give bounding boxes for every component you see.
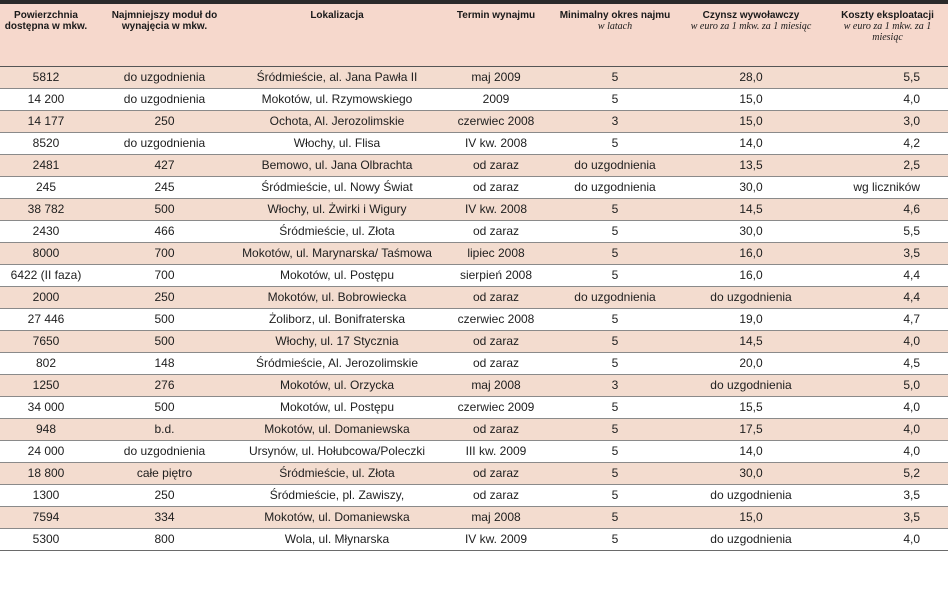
operating-costs-cell: 4,7 xyxy=(827,308,948,330)
header-area-title: Powierzchnia dostępna w mkw. xyxy=(4,10,88,32)
operating-costs-cell: 3,5 xyxy=(827,484,948,506)
rent-cell: 14,0 xyxy=(675,132,827,154)
min-module-cell: 334 xyxy=(92,506,237,528)
header-rental-date xyxy=(437,4,555,66)
operating-costs-cell: 4,0 xyxy=(827,418,948,440)
table-row xyxy=(0,176,948,198)
rent-cell: 15,0 xyxy=(675,88,827,110)
area-cell: 2430 xyxy=(0,220,92,242)
table-row xyxy=(0,132,948,154)
location-cell: Mokotów, ul. Rzymowskiego xyxy=(237,88,437,110)
min-period-cell: 5 xyxy=(555,264,675,286)
table-row xyxy=(0,308,948,330)
min-module-cell: do uzgodnienia xyxy=(92,132,237,154)
header-min-period xyxy=(555,4,675,66)
table-row xyxy=(0,198,948,220)
rental-date-cell: maj 2008 xyxy=(437,374,555,396)
area-cell: 245 xyxy=(0,176,92,198)
min-module-cell: 700 xyxy=(92,264,237,286)
rent-cell: 15,0 xyxy=(675,110,827,132)
table-row xyxy=(0,330,948,352)
location-cell: Mokotów, ul. Bobrowiecka xyxy=(237,286,437,308)
location-cell: Śródmieście, ul. Złota xyxy=(237,462,437,484)
min-period-cell: 3 xyxy=(555,110,675,132)
min-period-cell: do uzgodnienia xyxy=(555,176,675,198)
table-row xyxy=(0,484,948,506)
rent-cell: 16,0 xyxy=(675,242,827,264)
header-min-module-title: Najmniejszy moduł do wynajęcia w mkw. xyxy=(111,10,218,32)
area-cell: 6422 (II faza) xyxy=(0,264,92,286)
area-cell: 38 782 xyxy=(0,198,92,220)
min-module-cell: do uzgodnienia xyxy=(92,440,237,462)
min-period-cell: 5 xyxy=(555,330,675,352)
rent-cell: 15,5 xyxy=(675,396,827,418)
rental-date-cell: maj 2008 xyxy=(437,506,555,528)
min-module-cell: 500 xyxy=(92,396,237,418)
header-row xyxy=(0,4,948,66)
header-rent-unit: w euro za 1 mkw. za 1 miesiąc xyxy=(690,21,812,32)
rental-date-cell: IV kw. 2009 xyxy=(437,528,555,550)
rent-cell: 14,5 xyxy=(675,198,827,220)
rent-cell: do uzgodnienia xyxy=(675,374,827,396)
rent-cell: 30,0 xyxy=(675,176,827,198)
operating-costs-cell: 5,5 xyxy=(827,66,948,88)
rental-date-cell: IV kw. 2008 xyxy=(437,198,555,220)
min-module-cell: 427 xyxy=(92,154,237,176)
table-row xyxy=(0,264,948,286)
location-cell: Mokotów, ul. Postępu xyxy=(237,396,437,418)
rental-date-cell: czerwiec 2008 xyxy=(437,110,555,132)
operating-costs-cell: 4,0 xyxy=(827,330,948,352)
operating-costs-cell: 5,0 xyxy=(827,374,948,396)
min-period-cell: 5 xyxy=(555,66,675,88)
header-location-title: Lokalizacja xyxy=(310,10,364,21)
header-min-module xyxy=(92,4,237,66)
rental-date-cell: lipiec 2008 xyxy=(437,242,555,264)
table-row xyxy=(0,66,948,88)
header-rent xyxy=(675,4,827,66)
min-module-cell: całe piętro xyxy=(92,462,237,484)
min-period-cell: 5 xyxy=(555,132,675,154)
table-row xyxy=(0,286,948,308)
rent-cell: 20,0 xyxy=(675,352,827,374)
area-cell: 18 800 xyxy=(0,462,92,484)
location-cell: Włochy, ul. 17 Stycznia xyxy=(237,330,437,352)
rent-cell: do uzgodnienia xyxy=(675,484,827,506)
location-cell: Włochy, ul. Żwirki i Wigury xyxy=(237,198,437,220)
min-period-cell: 5 xyxy=(555,198,675,220)
operating-costs-cell: 4,2 xyxy=(827,132,948,154)
area-cell: 2000 xyxy=(0,286,92,308)
location-cell: Śródmieście, al. Jana Pawła II xyxy=(237,66,437,88)
operating-costs-cell: 3,5 xyxy=(827,242,948,264)
min-period-cell: do uzgodnienia xyxy=(555,286,675,308)
location-cell: Bemowo, ul. Jana Olbrachta xyxy=(237,154,437,176)
location-cell: Śródmieście, ul. Nowy Świat xyxy=(237,176,437,198)
header-min-period-title: Minimalny okres najmu xyxy=(559,10,671,21)
area-cell: 5300 xyxy=(0,528,92,550)
rental-date-cell: czerwiec 2008 xyxy=(437,308,555,330)
rental-date-cell: od zaraz xyxy=(437,352,555,374)
min-module-cell: 245 xyxy=(92,176,237,198)
rental-date-cell: od zaraz xyxy=(437,176,555,198)
table-row xyxy=(0,220,948,242)
min-module-cell: do uzgodnienia xyxy=(92,66,237,88)
rental-date-cell: III kw. 2009 xyxy=(437,440,555,462)
operating-costs-cell: 2,5 xyxy=(827,154,948,176)
min-module-cell: 148 xyxy=(92,352,237,374)
min-module-cell: b.d. xyxy=(92,418,237,440)
rental-date-cell: od zaraz xyxy=(437,330,555,352)
area-cell: 8520 xyxy=(0,132,92,154)
rent-cell: 14,0 xyxy=(675,440,827,462)
header-rent-title: Czynsz wywoławczy xyxy=(702,10,800,21)
rent-cell: 17,5 xyxy=(675,418,827,440)
area-cell: 14 200 xyxy=(0,88,92,110)
table-row xyxy=(0,154,948,176)
rent-cell: 14,5 xyxy=(675,330,827,352)
area-cell: 24 000 xyxy=(0,440,92,462)
operating-costs-cell: 4,0 xyxy=(827,88,948,110)
rental-date-cell: od zaraz xyxy=(437,154,555,176)
min-module-cell: 500 xyxy=(92,330,237,352)
rent-cell: 15,0 xyxy=(675,506,827,528)
area-cell: 2481 xyxy=(0,154,92,176)
min-period-cell: 5 xyxy=(555,308,675,330)
rent-cell: 19,0 xyxy=(675,308,827,330)
min-period-cell: do uzgodnienia xyxy=(555,154,675,176)
rental-date-cell: od zaraz xyxy=(437,462,555,484)
rental-date-cell: IV kw. 2008 xyxy=(437,132,555,154)
header-area xyxy=(0,4,92,66)
operating-costs-cell: 5,5 xyxy=(827,220,948,242)
min-module-cell: 500 xyxy=(92,308,237,330)
table-row xyxy=(0,528,948,550)
min-period-cell: 5 xyxy=(555,352,675,374)
header-location xyxy=(237,4,437,66)
area-cell: 1250 xyxy=(0,374,92,396)
table-row xyxy=(0,352,948,374)
rental-date-cell: od zaraz xyxy=(437,484,555,506)
location-cell: Śródmieście, pl. Zawiszy, xyxy=(237,484,437,506)
table-row xyxy=(0,506,948,528)
min-module-cell: 466 xyxy=(92,220,237,242)
rent-cell: 30,0 xyxy=(675,462,827,484)
min-module-cell: 700 xyxy=(92,242,237,264)
operating-costs-cell: 4,0 xyxy=(827,440,948,462)
operating-costs-cell: 3,0 xyxy=(827,110,948,132)
operating-costs-cell: 4,4 xyxy=(827,286,948,308)
office-listing-table xyxy=(0,4,948,551)
min-module-cell: 250 xyxy=(92,110,237,132)
area-cell: 1300 xyxy=(0,484,92,506)
rent-cell: 13,5 xyxy=(675,154,827,176)
rent-cell: 30,0 xyxy=(675,220,827,242)
rental-date-cell: od zaraz xyxy=(437,286,555,308)
area-cell: 8000 xyxy=(0,242,92,264)
header-operating-costs xyxy=(827,4,948,66)
rental-date-cell: sierpień 2008 xyxy=(437,264,555,286)
location-cell: Mokotów, ul. Postępu xyxy=(237,264,437,286)
area-cell: 7650 xyxy=(0,330,92,352)
min-module-cell: 500 xyxy=(92,198,237,220)
operating-costs-cell: 4,5 xyxy=(827,352,948,374)
location-cell: Ochota, Al. Jerozolimskie xyxy=(237,110,437,132)
min-period-cell: 5 xyxy=(555,462,675,484)
min-period-cell: 5 xyxy=(555,506,675,528)
table-header xyxy=(0,4,948,66)
operating-costs-cell: 3,5 xyxy=(827,506,948,528)
table-row xyxy=(0,374,948,396)
header-min-period-unit: w latach xyxy=(597,21,633,32)
rental-date-cell: od zaraz xyxy=(437,220,555,242)
location-cell: Śródmieście, ul. Złota xyxy=(237,220,437,242)
area-cell: 802 xyxy=(0,352,92,374)
rent-cell: do uzgodnienia xyxy=(675,528,827,550)
location-cell: Mokotów, ul. Domaniewska xyxy=(237,506,437,528)
location-cell: Śródmieście, Al. Jerozolimskie xyxy=(237,352,437,374)
rent-cell: do uzgodnienia xyxy=(675,286,827,308)
min-period-cell: 5 xyxy=(555,88,675,110)
min-period-cell: 5 xyxy=(555,418,675,440)
table-row xyxy=(0,418,948,440)
min-period-cell: 5 xyxy=(555,242,675,264)
location-cell: Wola, ul. Młynarska xyxy=(237,528,437,550)
table-row xyxy=(0,88,948,110)
min-period-cell: 5 xyxy=(555,220,675,242)
operating-costs-cell: 4,0 xyxy=(827,528,948,550)
min-period-cell: 5 xyxy=(555,528,675,550)
area-cell: 5812 xyxy=(0,66,92,88)
area-cell: 7594 xyxy=(0,506,92,528)
header-operating-costs-title: Koszty eksploatacji xyxy=(841,10,934,21)
location-cell: Mokotów, ul. Orzycka xyxy=(237,374,437,396)
min-module-cell: 250 xyxy=(92,286,237,308)
operating-costs-cell: 4,6 xyxy=(827,198,948,220)
min-period-cell: 5 xyxy=(555,484,675,506)
operating-costs-cell: wg liczników xyxy=(827,176,948,198)
location-cell: Żoliborz, ul. Bonifraterska xyxy=(237,308,437,330)
table-row xyxy=(0,396,948,418)
rental-date-cell: czerwiec 2009 xyxy=(437,396,555,418)
area-cell: 27 446 xyxy=(0,308,92,330)
min-period-cell: 5 xyxy=(555,440,675,462)
table-row xyxy=(0,242,948,264)
location-cell: Mokotów, ul. Domaniewska xyxy=(237,418,437,440)
operating-costs-cell: 5,2 xyxy=(827,462,948,484)
min-module-cell: 276 xyxy=(92,374,237,396)
area-cell: 948 xyxy=(0,418,92,440)
min-module-cell: 800 xyxy=(92,528,237,550)
min-module-cell: 250 xyxy=(92,484,237,506)
location-cell: Ursynów, ul. Hołubcowa/Poleczki xyxy=(237,440,437,462)
area-cell: 34 000 xyxy=(0,396,92,418)
location-cell: Mokotów, ul. Marynarska/ Taśmowa xyxy=(237,242,437,264)
rent-cell: 28,0 xyxy=(675,66,827,88)
area-cell: 14 177 xyxy=(0,110,92,132)
table-body xyxy=(0,66,948,550)
rental-date-cell: maj 2009 xyxy=(437,66,555,88)
operating-costs-cell: 4,4 xyxy=(827,264,948,286)
table-row xyxy=(0,462,948,484)
min-period-cell: 5 xyxy=(555,396,675,418)
rental-date-cell: 2009 xyxy=(437,88,555,110)
header-operating-costs-unit: w euro za 1 mkw. za 1 miesiąc xyxy=(843,21,932,43)
table-row xyxy=(0,440,948,462)
table-row xyxy=(0,110,948,132)
min-module-cell: do uzgodnienia xyxy=(92,88,237,110)
location-cell: Włochy, ul. Flisa xyxy=(237,132,437,154)
rental-date-cell: od zaraz xyxy=(437,418,555,440)
header-rental-date-title: Termin wynajmu xyxy=(456,10,536,21)
rent-cell: 16,0 xyxy=(675,264,827,286)
operating-costs-cell: 4,0 xyxy=(827,396,948,418)
min-period-cell: 3 xyxy=(555,374,675,396)
